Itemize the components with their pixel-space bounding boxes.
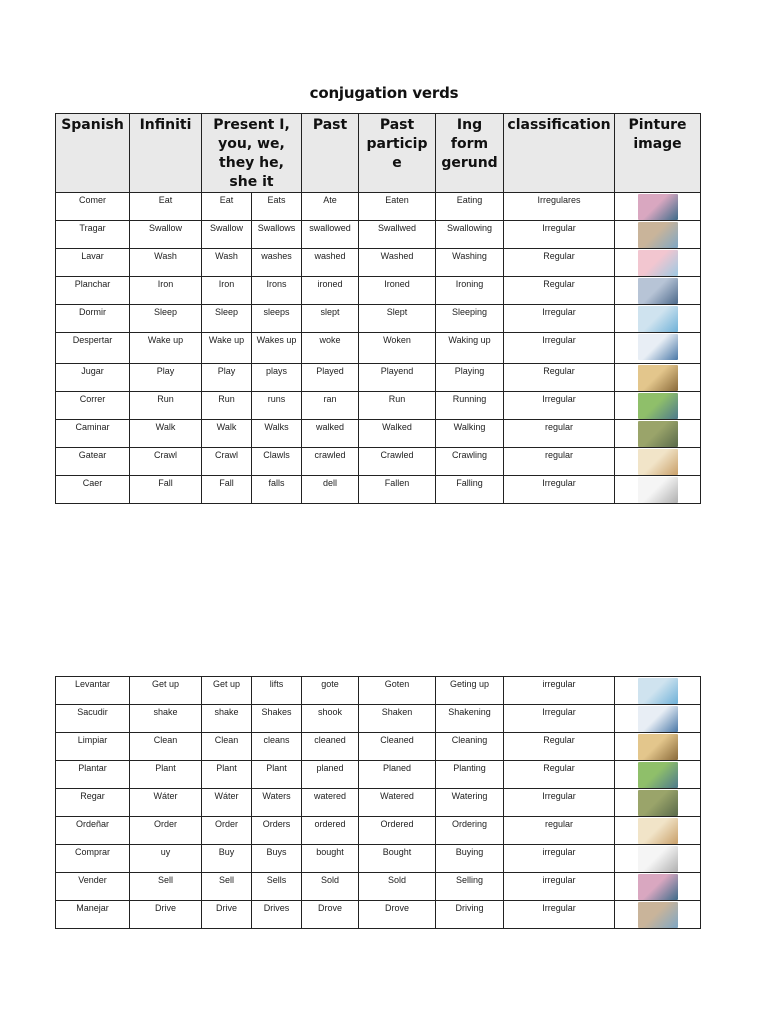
conjugation-table-2 xyxy=(55,676,701,929)
participle-cell: Ironed xyxy=(359,277,436,305)
picture-cell xyxy=(615,420,701,448)
header-spanish: Spanish xyxy=(56,114,130,193)
infinitive-cell: Plant xyxy=(130,761,202,789)
picture-cell xyxy=(615,733,701,761)
classification-cell: irregular xyxy=(504,873,615,901)
infinitive-cell: Crawl xyxy=(130,448,202,476)
classification-cell: Irregular xyxy=(504,392,615,420)
past-cell: bought xyxy=(302,845,359,873)
table-row xyxy=(56,420,701,448)
present1-cell: Buy xyxy=(202,845,252,873)
present2-cell: sleeps xyxy=(252,305,302,333)
participle-cell: Watered xyxy=(359,789,436,817)
table-row xyxy=(56,817,701,845)
infinitive-cell: Iron xyxy=(130,277,202,305)
table-row xyxy=(56,364,701,392)
present2-cell: Drives xyxy=(252,901,302,929)
past-cell: dell xyxy=(302,476,359,504)
past-cell: washed xyxy=(302,249,359,277)
classification-cell: regular xyxy=(504,420,615,448)
picture-cell xyxy=(615,448,701,476)
spanish-cell: Sacudir xyxy=(56,705,130,733)
present1-cell: Sleep xyxy=(202,305,252,333)
infinitive-cell: Play xyxy=(130,364,202,392)
gerund-cell: Crawling xyxy=(436,448,504,476)
infinitive-cell: Sell xyxy=(130,873,202,901)
spanish-cell: Manejar xyxy=(56,901,130,929)
spanish-cell: Comer xyxy=(56,193,130,221)
gerund-cell: Cleaning xyxy=(436,733,504,761)
picture-cell xyxy=(615,789,701,817)
participle-cell: Washed xyxy=(359,249,436,277)
spanish-cell: Caminar xyxy=(56,420,130,448)
table-row xyxy=(56,305,701,333)
classification-cell: Regular xyxy=(504,733,615,761)
spanish-cell: Tragar xyxy=(56,221,130,249)
shopping-cartoon xyxy=(638,846,678,872)
spanish-cell: Regar xyxy=(56,789,130,817)
gerund-cell: Buying xyxy=(436,845,504,873)
washing-hands-photo xyxy=(638,250,678,276)
classification-cell: Irregular xyxy=(504,705,615,733)
present1-cell: Order xyxy=(202,817,252,845)
ordering-cartoon xyxy=(638,818,678,844)
table-row xyxy=(56,733,701,761)
present2-cell: Sells xyxy=(252,873,302,901)
participle-cell: Planed xyxy=(359,761,436,789)
picture-cell xyxy=(615,476,701,504)
past-cell: Drove xyxy=(302,901,359,929)
header-infinitive: Infiniti xyxy=(130,114,202,193)
table-row xyxy=(56,392,701,420)
present2-cell: Waters xyxy=(252,789,302,817)
present1-cell: Wáter xyxy=(202,789,252,817)
participle-cell: Cleaned xyxy=(359,733,436,761)
present1-cell: Wake up xyxy=(202,333,252,364)
spanish-cell: Levantar xyxy=(56,677,130,705)
planting-photo xyxy=(638,762,678,788)
header-past: Past xyxy=(302,114,359,193)
spanish-cell: Vender xyxy=(56,873,130,901)
infinitive-cell: Sleep xyxy=(130,305,202,333)
picture-cell xyxy=(615,392,701,420)
participle-cell: Ordered xyxy=(359,817,436,845)
ironing-photo xyxy=(638,278,678,304)
present1-cell: Run xyxy=(202,392,252,420)
present2-cell: Shakes xyxy=(252,705,302,733)
spanish-cell: Planchar xyxy=(56,277,130,305)
spanish-cell: Plantar xyxy=(56,761,130,789)
gerund-cell: Ironing xyxy=(436,277,504,305)
gerund-cell: Sleeping xyxy=(436,305,504,333)
present1-cell: Play xyxy=(202,364,252,392)
header-gerund: Ing form gerund xyxy=(436,114,504,193)
picture-cell xyxy=(615,249,701,277)
running-photo xyxy=(638,393,678,419)
waking-up-photo xyxy=(638,334,678,360)
past-cell: cleaned xyxy=(302,733,359,761)
past-cell: Played xyxy=(302,364,359,392)
picture-cell xyxy=(615,221,701,249)
participle-cell: Playend xyxy=(359,364,436,392)
participle-cell: Drove xyxy=(359,901,436,929)
gerund-cell: Watering xyxy=(436,789,504,817)
picture-cell xyxy=(615,364,701,392)
classification-cell: regular xyxy=(504,448,615,476)
table-row xyxy=(56,677,701,705)
infinitive-cell: Walk xyxy=(130,420,202,448)
watering-plants-photo xyxy=(638,790,678,816)
present2-cell: Eats xyxy=(252,193,302,221)
eating-photo xyxy=(638,194,678,220)
present1-cell: Wash xyxy=(202,249,252,277)
table-row xyxy=(56,901,701,929)
participle-cell: Goten xyxy=(359,677,436,705)
present1-cell: Plant xyxy=(202,761,252,789)
past-cell: ordered xyxy=(302,817,359,845)
past-cell: gote xyxy=(302,677,359,705)
picture-cell xyxy=(615,817,701,845)
shaking-photo xyxy=(638,706,678,732)
past-cell: woke xyxy=(302,333,359,364)
participle-cell: Walked xyxy=(359,420,436,448)
gerund-cell: Playing xyxy=(436,364,504,392)
spanish-cell: Ordeñar xyxy=(56,817,130,845)
past-cell: ironed xyxy=(302,277,359,305)
gerund-cell: Driving xyxy=(436,901,504,929)
present2-cell: Swallows xyxy=(252,221,302,249)
table-row xyxy=(56,221,701,249)
table-row xyxy=(56,249,701,277)
picture-cell xyxy=(615,333,701,364)
past-cell: ran xyxy=(302,392,359,420)
table-row xyxy=(56,705,701,733)
conjugation-table-1 xyxy=(55,113,701,504)
infinitive-cell: uy xyxy=(130,845,202,873)
picture-cell xyxy=(615,305,701,333)
past-cell: planed xyxy=(302,761,359,789)
header-row xyxy=(56,114,701,193)
gerund-cell: Eating xyxy=(436,193,504,221)
gerund-cell: Walking xyxy=(436,420,504,448)
past-cell: crawled xyxy=(302,448,359,476)
past-cell: swallowed xyxy=(302,221,359,249)
spanish-cell: Caer xyxy=(56,476,130,504)
present1-cell: Clean xyxy=(202,733,252,761)
participle-cell: Slept xyxy=(359,305,436,333)
table-row xyxy=(56,193,701,221)
crawling-baby-photo xyxy=(638,449,678,475)
classification-cell: regular xyxy=(504,817,615,845)
classification-cell: Regular xyxy=(504,364,615,392)
sleeping-cartoon xyxy=(638,306,678,332)
header-picture: Pinture image xyxy=(615,114,701,193)
present2-cell: runs xyxy=(252,392,302,420)
spanish-cell: Limpiar xyxy=(56,733,130,761)
infinitive-cell: Run xyxy=(130,392,202,420)
present2-cell: Wakes up xyxy=(252,333,302,364)
table-row xyxy=(56,873,701,901)
present2-cell: cleans xyxy=(252,733,302,761)
classification-cell: Irregular xyxy=(504,789,615,817)
classification-cell: Irregulares xyxy=(504,193,615,221)
infinitive-cell: Fall xyxy=(130,476,202,504)
table-row xyxy=(56,277,701,305)
present2-cell: lifts xyxy=(252,677,302,705)
picture-cell xyxy=(615,277,701,305)
participle-cell: Shaken xyxy=(359,705,436,733)
past-cell: watered xyxy=(302,789,359,817)
infinitive-cell: Clean xyxy=(130,733,202,761)
past-cell: shook xyxy=(302,705,359,733)
table-row xyxy=(56,333,701,364)
gerund-cell: Running xyxy=(436,392,504,420)
gerund-cell: Planting xyxy=(436,761,504,789)
infinitive-cell: Eat xyxy=(130,193,202,221)
classification-cell: Regular xyxy=(504,249,615,277)
past-cell: Ate xyxy=(302,193,359,221)
picture-cell xyxy=(615,761,701,789)
walking-photo xyxy=(638,421,678,447)
picture-cell xyxy=(615,901,701,929)
playing-photo xyxy=(638,365,678,391)
picture-cell xyxy=(615,873,701,901)
infinitive-cell: Order xyxy=(130,817,202,845)
classification-cell: Regular xyxy=(504,277,615,305)
driving-photo xyxy=(638,902,678,928)
present1-cell: Crawl xyxy=(202,448,252,476)
present1-cell: Drive xyxy=(202,901,252,929)
falling-sketch xyxy=(638,477,678,503)
infinitive-cell: Get up xyxy=(130,677,202,705)
cleaning-supplies-photo xyxy=(638,734,678,760)
present2-cell: washes xyxy=(252,249,302,277)
past-cell: Sold xyxy=(302,873,359,901)
present1-cell: Walk xyxy=(202,420,252,448)
spanish-cell: Lavar xyxy=(56,249,130,277)
present2-cell: Buys xyxy=(252,845,302,873)
gerund-cell: Washing xyxy=(436,249,504,277)
infinitive-cell: shake xyxy=(130,705,202,733)
spanish-cell: Comprar xyxy=(56,845,130,873)
spanish-cell: Correr xyxy=(56,392,130,420)
table-row xyxy=(56,761,701,789)
lifting-box-cartoon xyxy=(638,678,678,704)
gerund-cell: Shakening xyxy=(436,705,504,733)
document-title: conjugation verds xyxy=(309,84,459,102)
present1-cell: Get up xyxy=(202,677,252,705)
participle-cell: Eaten xyxy=(359,193,436,221)
participle-cell: Bought xyxy=(359,845,436,873)
swallowing-photo xyxy=(638,222,678,248)
present1-cell: shake xyxy=(202,705,252,733)
infinitive-cell: Wash xyxy=(130,249,202,277)
present2-cell: Orders xyxy=(252,817,302,845)
present1-cell: Fall xyxy=(202,476,252,504)
present1-cell: Eat xyxy=(202,193,252,221)
present2-cell: Clawls xyxy=(252,448,302,476)
header-past-participle: Past particip e xyxy=(359,114,436,193)
participle-cell: Sold xyxy=(359,873,436,901)
spanish-cell: Gatear xyxy=(56,448,130,476)
classification-cell: Irregular xyxy=(504,221,615,249)
table-row xyxy=(56,845,701,873)
gerund-cell: Falling xyxy=(436,476,504,504)
present2-cell: Walks xyxy=(252,420,302,448)
classification-cell: Irregular xyxy=(504,305,615,333)
spanish-cell: Despertar xyxy=(56,333,130,364)
present2-cell: Plant xyxy=(252,761,302,789)
participle-cell: Crawled xyxy=(359,448,436,476)
spanish-cell: Dormir xyxy=(56,305,130,333)
gerund-cell: Swallowing xyxy=(436,221,504,249)
classification-cell: Irregular xyxy=(504,333,615,364)
classification-cell: Regular xyxy=(504,761,615,789)
present2-cell: Irons xyxy=(252,277,302,305)
header-classification: classification xyxy=(504,114,615,193)
header-present: Present I, you, we, they he, she it xyxy=(202,114,302,193)
past-cell: walked xyxy=(302,420,359,448)
table-row xyxy=(56,448,701,476)
present1-cell: Sell xyxy=(202,873,252,901)
infinitive-cell: Wáter xyxy=(130,789,202,817)
present2-cell: falls xyxy=(252,476,302,504)
classification-cell: irregular xyxy=(504,677,615,705)
gerund-cell: Geting up xyxy=(436,677,504,705)
gerund-cell: Ordering xyxy=(436,817,504,845)
present2-cell: plays xyxy=(252,364,302,392)
present1-cell: Swallow xyxy=(202,221,252,249)
present1-cell: Iron xyxy=(202,277,252,305)
infinitive-cell: Drive xyxy=(130,901,202,929)
table-row xyxy=(56,789,701,817)
infinitive-cell: Swallow xyxy=(130,221,202,249)
classification-cell: irregular xyxy=(504,845,615,873)
infinitive-cell: Wake up xyxy=(130,333,202,364)
picture-cell xyxy=(615,705,701,733)
picture-cell xyxy=(615,193,701,221)
participle-cell: Woken xyxy=(359,333,436,364)
past-cell: slept xyxy=(302,305,359,333)
participle-cell: Swallwed xyxy=(359,221,436,249)
gerund-cell: Waking up xyxy=(436,333,504,364)
classification-cell: Irregular xyxy=(504,476,615,504)
selling-illustration xyxy=(638,874,678,900)
spanish-cell: Jugar xyxy=(56,364,130,392)
participle-cell: Fallen xyxy=(359,476,436,504)
picture-cell xyxy=(615,845,701,873)
gerund-cell: Selling xyxy=(436,873,504,901)
picture-cell xyxy=(615,677,701,705)
participle-cell: Run xyxy=(359,392,436,420)
classification-cell: Irregular xyxy=(504,901,615,929)
table-row xyxy=(56,476,701,504)
